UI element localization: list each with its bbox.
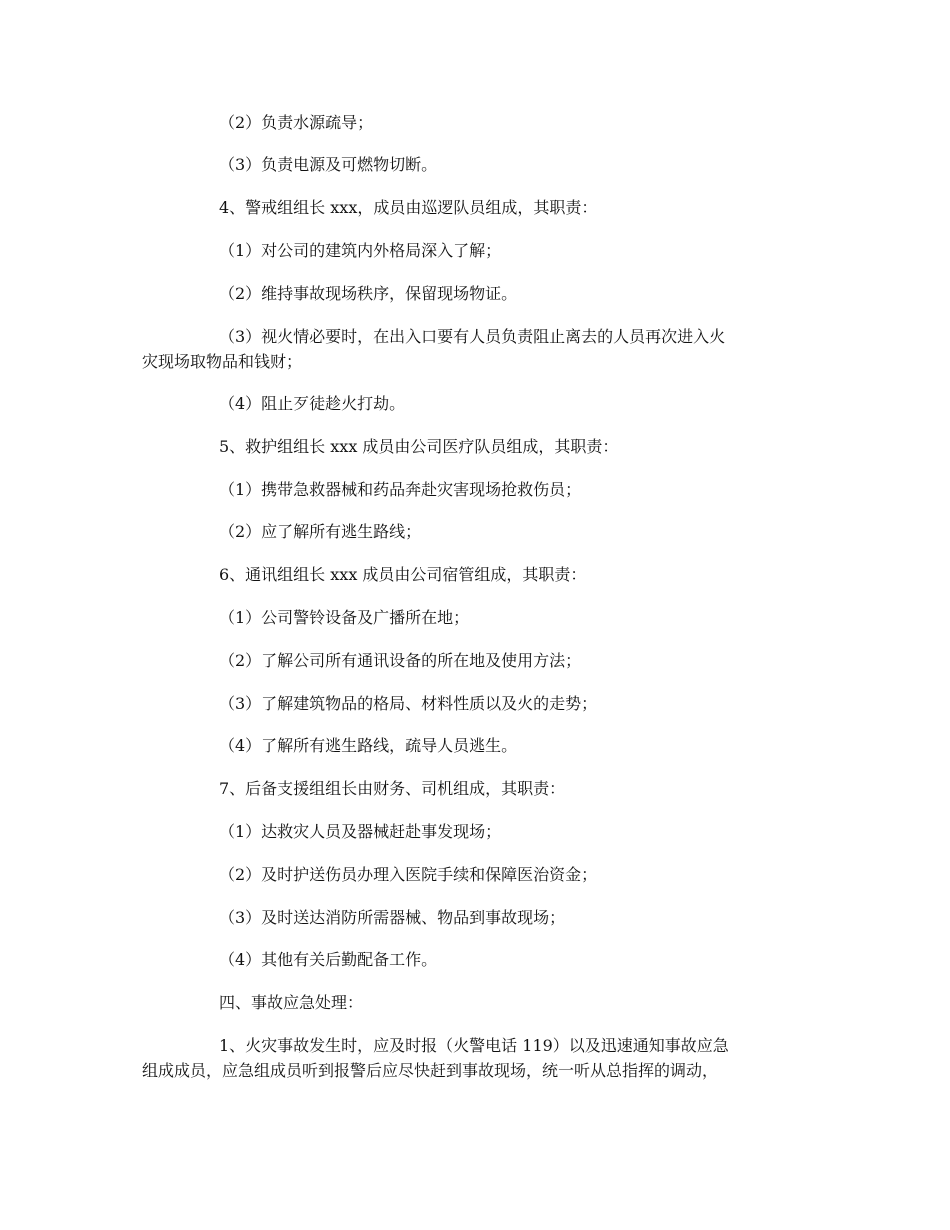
- section-heading: 7、后备支援组组长由财务、司机组成，其职责：: [219, 779, 566, 798]
- paragraph-line: （1）达救灾人员及器械赶赴事发现场；: [219, 822, 502, 841]
- paragraph-line: （1）公司警铃设备及广播所在地；: [219, 608, 470, 627]
- paragraph-line: （3）及时送达消防所需器械、物品到事故现场；: [219, 908, 566, 927]
- paragraph-line: （4）其他有关后勤配备工作。: [219, 950, 438, 969]
- paragraph-line: （3）负责电源及可燃物切断。: [219, 155, 438, 174]
- section-heading: 5、救护组组长 xxx 成员由公司医疗队员组成，其职责：: [219, 437, 619, 456]
- paragraph-line: （1）携带急救器械和药品奔赴灾害现场抢救伤员；: [219, 480, 582, 499]
- paragraph-line: （2）应了解所有逃生路线；: [219, 522, 422, 541]
- section-heading: 6、通讯组组长 xxx 成员由公司宿管组成，其职责：: [219, 565, 587, 584]
- chapter-heading: 四、事故应急处理：: [219, 993, 364, 1012]
- paragraph-line: （4）阻止歹徒趁火打劫。: [219, 394, 406, 413]
- paragraph-line: （2）了解公司所有通讯设备的所在地及使用方法；: [219, 651, 582, 670]
- paragraph-line: （3）了解建筑物品的格局、材料性质以及火的走势；: [219, 694, 598, 713]
- paragraph-line: （4）了解所有逃生路线，疏导人员逃生。: [219, 736, 518, 755]
- paragraph-line: 1、火灾事故发生时，应及时报（火警电话 119）以及迅速通知事故应急: [219, 1036, 729, 1055]
- paragraph-line: （2）负责水源疏导；: [219, 113, 374, 132]
- paragraph-line: （2）及时护送伤员办理入医院手续和保障医治资金；: [219, 865, 598, 884]
- paragraph-line-continued: 组成成员，应急组成员听到报警后应尽快赶到事故现场，统一听从总指挥的调动，: [142, 1061, 719, 1080]
- paragraph-line: （2）维持事故现场秩序，保留现场物证。: [219, 284, 518, 303]
- paragraph-line: （3）视火情必要时，在出入口要有人员负责阻止离去的人员再次进入火: [219, 327, 726, 346]
- section-heading: 4、警戒组组长 xxx，成员由巡逻队员组成，其职责：: [219, 198, 598, 217]
- paragraph-line: （1）对公司的建筑内外格局深入了解；: [219, 241, 502, 260]
- paragraph-line-continued: 灾现场取物品和钱财；: [142, 352, 303, 371]
